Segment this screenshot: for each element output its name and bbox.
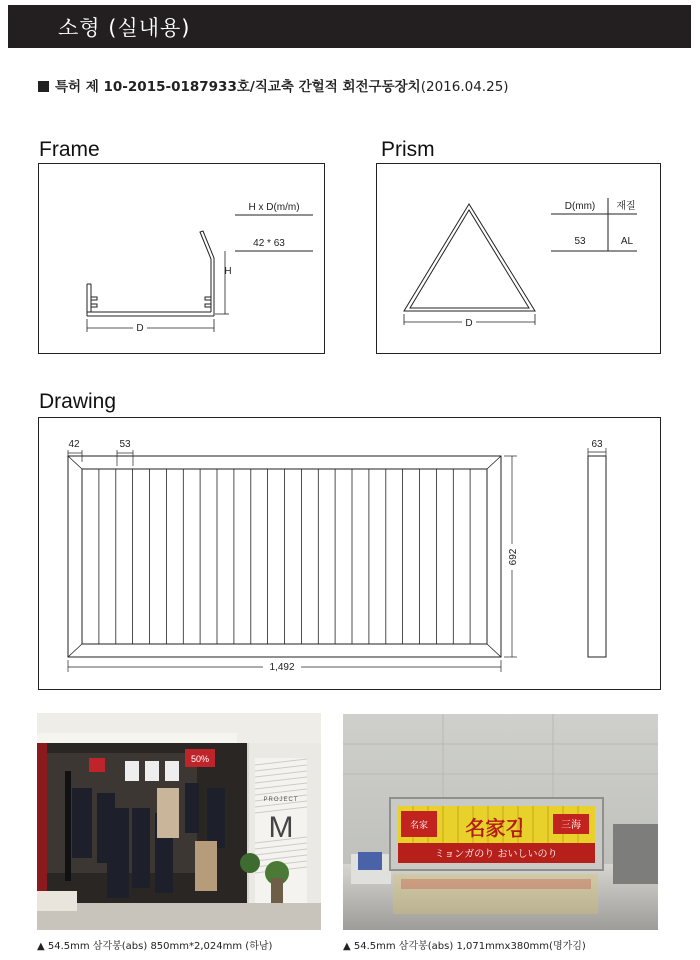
prism-col2-value: AL [620,236,634,247]
drawing-title: Drawing [39,390,117,413]
header-bar [8,5,691,48]
patent-date: (2016.04.25) [420,79,509,95]
prism-box [376,163,661,354]
page-title: 소형 (실내용) [58,16,191,40]
store-sign-letter: M [268,811,294,844]
frame-title: Frame [39,138,100,161]
square-bullet-icon [38,81,49,92]
prism-col1-value: 53 [574,236,586,247]
prism-title: Prism [381,138,435,161]
frame-value: 42 * 63 [253,238,285,249]
frame-profile-diagram [39,164,326,355]
sale-tag-text: 50% [190,754,210,764]
frame-h-label: H [224,266,232,277]
dim-depth-label: 63 [591,439,603,450]
prism-d-label: D [465,318,473,329]
sign-right-text: 三海 [561,820,581,831]
photo-caption-1: ▲ 54.5mm 삼각봉(abs) 850mm*2,024mm (하남) [37,941,273,952]
prism-col1-header: D(mm) [564,201,596,212]
frame-box [38,163,325,354]
sign-left-text: 名家 [409,821,429,831]
panel-drawing [39,418,662,691]
frame-d-label: D [136,323,144,334]
dim-height-label: 692 [508,548,519,566]
photo-caption-2: ▲ 54.5mm 삼각봉(abs) 1,071mmx380mm(명가김) [343,941,586,952]
frame-col-header: H x D(m/m) [248,202,300,213]
photo-store-interior [37,713,321,930]
photo-lightbox-sign [343,714,658,930]
prism-profile-diagram [377,164,662,355]
drawing-box [38,417,661,690]
patent-line [38,75,509,95]
prism-col2-header: 재질 [616,201,636,212]
store-sign-small: PROJECT [263,797,299,803]
dim-width-label: 1,492 [269,662,295,673]
dim-frame-label: 42 [68,439,80,450]
dim-prism-label: 53 [119,439,131,450]
sign-bottom-text: ミョンガのり おいしいのり [434,849,558,860]
prism-slats [99,469,470,644]
sign-main-text: 名家김 [465,816,525,840]
patent-text: 특허 제 10-2015-0187933호/직교축 간헐적 회전구동장치 [55,79,421,95]
